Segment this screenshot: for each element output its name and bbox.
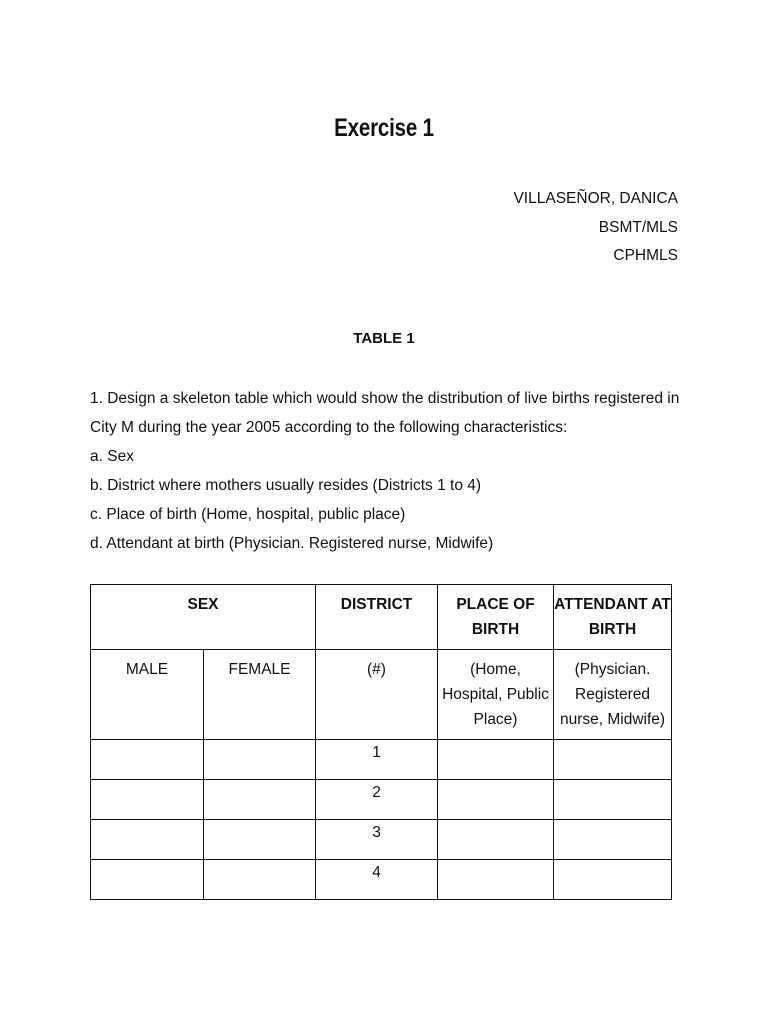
table-row — [91, 860, 672, 900]
header-district: DISTRICT — [316, 585, 438, 650]
cell-attendant — [554, 860, 672, 900]
header-attendant: ATTENDANT AT BIRTH — [554, 585, 672, 650]
cell-female — [204, 740, 316, 780]
cell-place — [438, 780, 554, 820]
subheader-district: (#) — [316, 650, 438, 740]
subheader-attendant: (Physician. Registered nurse, Midwife) — [554, 650, 672, 740]
cell-district: 3 — [316, 820, 438, 860]
cell-district: 4 — [316, 860, 438, 900]
cell-female — [204, 820, 316, 860]
table-subheader-row — [91, 650, 672, 740]
table-row — [91, 740, 672, 780]
table-row — [91, 820, 672, 860]
cell-attendant — [554, 780, 672, 820]
subheader-male: MALE — [91, 650, 204, 740]
instruction-main: 1. Design a skeleton table which would show the distribution of live births registered in City M during the year 2005 according to the following characteristics: — [90, 390, 680, 436]
instruction-item-c: c. Place of birth (Home, hospital, public place) — [90, 506, 406, 523]
header-place-of-birth: PLACE OF BIRTH — [438, 585, 554, 650]
author-school: CPHMLS — [613, 247, 678, 264]
cell-male — [91, 740, 204, 780]
cell-male — [91, 860, 204, 900]
skeleton-table — [90, 584, 672, 900]
page-title: Exercise 1 — [334, 114, 434, 142]
cell-male — [91, 780, 204, 820]
instructions — [90, 384, 690, 558]
cell-attendant — [554, 820, 672, 860]
instruction-item-a: a. Sex — [90, 448, 134, 465]
instruction-item-b: b. District where mothers usually resides (Districts 1 to 4) — [90, 477, 482, 494]
header-sex: SEX — [91, 585, 316, 650]
cell-place — [438, 820, 554, 860]
author-program: BSMT/MLS — [598, 218, 678, 236]
cell-district: 1 — [316, 740, 438, 780]
table-header-row — [91, 585, 672, 650]
cell-attendant — [554, 740, 672, 780]
cell-female — [204, 860, 316, 900]
table-label: TABLE 1 — [353, 330, 415, 347]
table-row — [91, 780, 672, 820]
cell-place — [438, 860, 554, 900]
subheader-place-of-birth: (Home, Hospital, Public Place) — [438, 650, 554, 740]
subheader-female: FEMALE — [204, 650, 316, 740]
cell-female — [204, 780, 316, 820]
author-block — [513, 185, 678, 271]
instruction-item-d: d. Attendant at birth (Physician. Registered nurse, Midwife) — [90, 535, 494, 552]
author-name: VILLASEÑOR, DANICA — [513, 190, 678, 207]
cell-male — [91, 820, 204, 860]
cell-place — [438, 740, 554, 780]
cell-district: 2 — [316, 780, 438, 820]
